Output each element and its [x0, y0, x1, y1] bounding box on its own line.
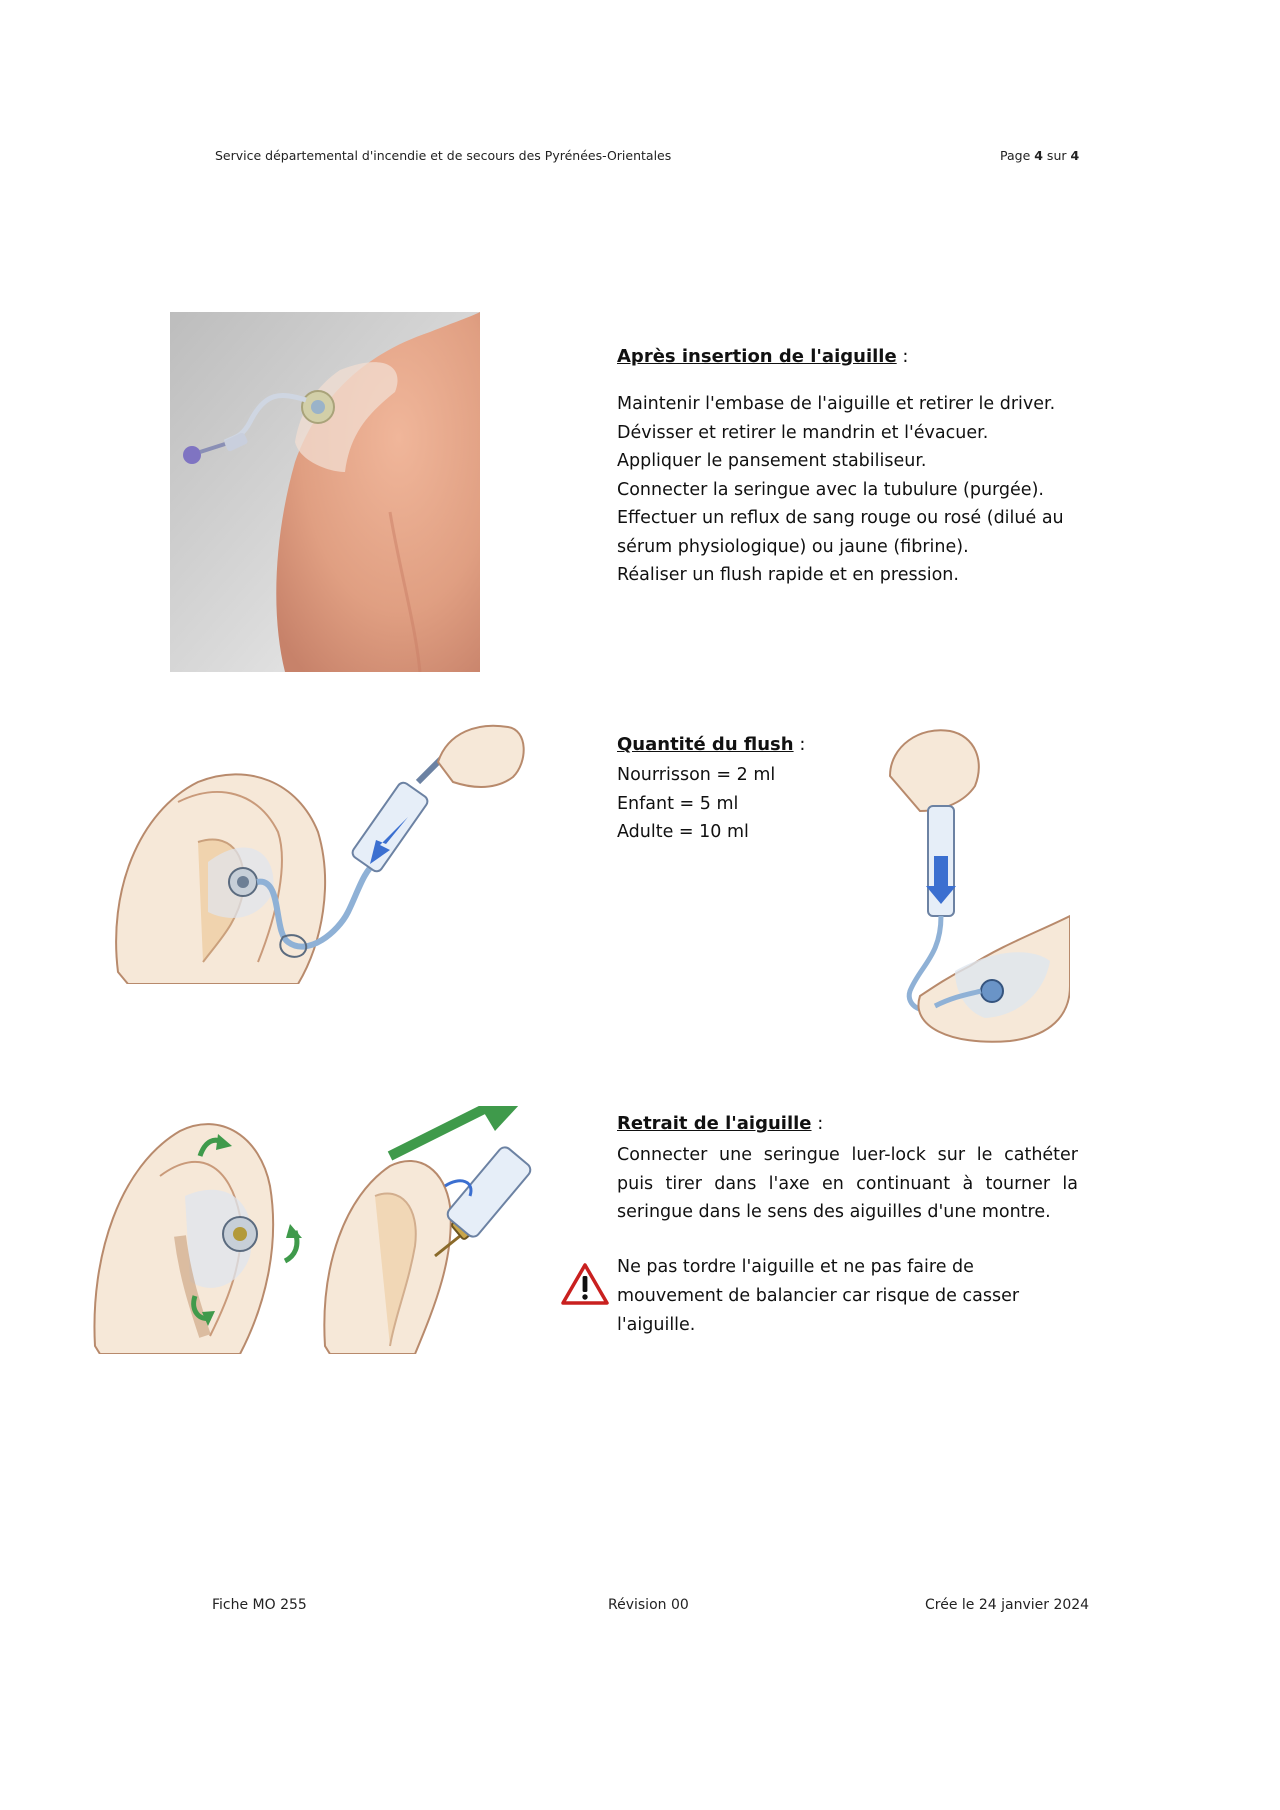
header-organization: Service départemental d'incendie et de secours des Pyrénées-Orientales [215, 148, 672, 163]
section-after-insertion-steps [617, 390, 1064, 590]
step-line: Connecter la seringue avec la tubulure (purgée). [617, 479, 1044, 500]
shoulder-device-photo [170, 312, 480, 672]
tibia-flush-illustration [880, 726, 1070, 1056]
step-line: Dévisser et retirer le mandrin et l'évacuer. [617, 422, 989, 443]
section-flush-quantity-heading: Quantité du flush : [617, 734, 806, 755]
footer-created-date: Crée le 24 janvier 2024 [925, 1597, 1090, 1613]
section-flush-quantity-list [617, 761, 775, 847]
needle-removal-illustration [90, 1106, 545, 1354]
warning-icon [560, 1262, 610, 1306]
footer-doc-ref: Fiche MO 255 [212, 1597, 307, 1613]
step-line: sérum physiologique) ou jaune (fibrine). [617, 536, 969, 557]
section-needle-removal-text: Connecter une seringue luer-lock sur le cathéter puis tirer dans l'axe en continuant à tourner la seringue dans le sens des aiguilles d'une montre. [617, 1145, 1078, 1222]
header-page-number: Page 4 sur 4 [1000, 148, 1080, 163]
warning-text: Ne pas tordre l'aiguille et ne pas faire de mouvement de balancier car risque de casser l'aiguille. [617, 1257, 1020, 1335]
step-line: Réaliser un flush rapide et en pression. [617, 565, 959, 585]
footer-revision: Révision 00 [608, 1597, 689, 1613]
step-line: Maintenir l'embase de l'aiguille et retirer le driver. [617, 394, 1056, 414]
section-after-insertion-heading: Après insertion de l'aiguille : [617, 346, 909, 367]
step-line: Appliquer le pansement stabiliseur. [617, 451, 927, 471]
section-needle-removal-heading: Retrait de l'aiguille : [617, 1113, 824, 1134]
shoulder-flush-illustration [108, 722, 528, 984]
flush-quantity-item: Adulte = 10 ml [617, 822, 749, 842]
step-line: Effectuer un reflux de sang rouge ou rosé (dilué au [617, 508, 1064, 528]
flush-quantity-item: Enfant = 5 ml [617, 793, 739, 814]
flush-quantity-item: Nourrisson = 2 ml [617, 765, 776, 785]
